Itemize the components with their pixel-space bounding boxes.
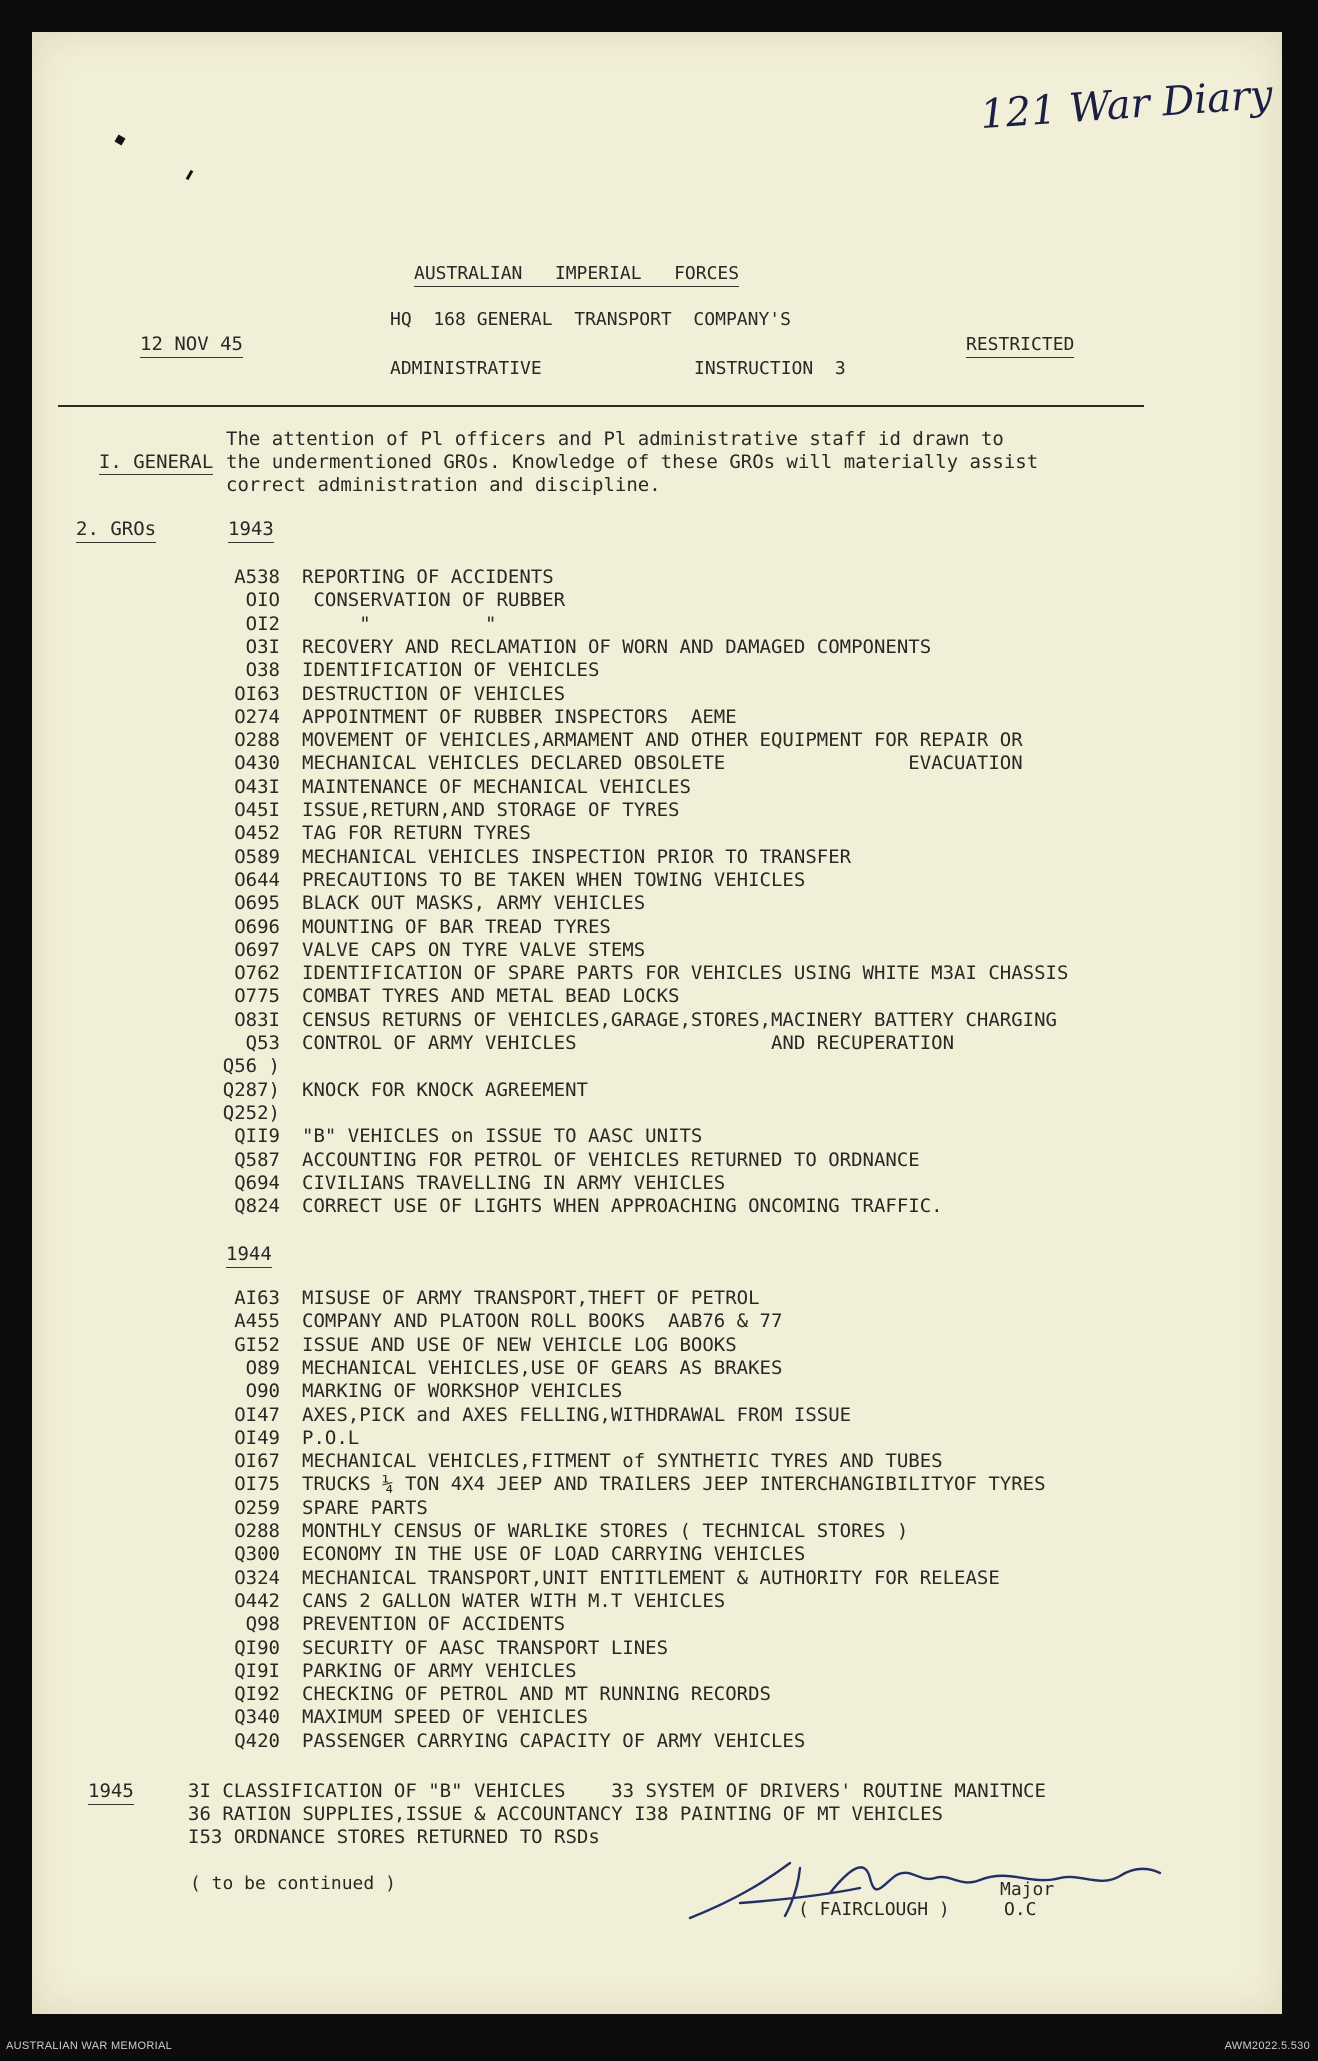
gro-description: P.O.L	[302, 1426, 360, 1449]
gro-description: MOVEMENT OF VEHICLES,ARMAMENT AND OTHER EQUIPMENT FOR REPAIR OR	[302, 729, 1023, 752]
gro-description: ECONOMY IN THE USE OF LOAD CARRYING VEHICLES	[302, 1543, 806, 1566]
signatory-title: O.C	[1004, 1899, 1037, 1920]
footer-reference: AWM2022.5.530	[1224, 2040, 1310, 2052]
gro-code: Q824	[234, 1195, 280, 1218]
gro-description: COMPANY AND PLATOON ROLL BOOKS AAB76 & 77	[302, 1310, 783, 1333]
gro-description: REPORTING OF ACCIDENTS	[302, 566, 554, 588]
gro-code: Q98	[245, 1613, 280, 1636]
year-heading-1945: 1945	[88, 1780, 134, 1805]
section-general-label	[76, 428, 213, 474]
gro-code: OIO	[245, 589, 280, 612]
gro-description: MECHANICAL VEHICLES INSPECTION PRIOR TO TRANSFER	[302, 845, 852, 868]
gro-description: CENSUS RETURNS OF VEHICLES,GARAGE,STORES,MACINERY BATTERY CHARGING	[302, 1008, 1057, 1031]
gro-description: ACCOUNTING FOR PETROL OF VEHICLES RETURNED TO ORDNANCE	[302, 1148, 920, 1171]
gro-code: O442	[234, 1589, 280, 1612]
gro-code: O90	[245, 1380, 280, 1403]
gro-description: CONSERVATION OF RUBBER	[302, 589, 566, 612]
to-be-continued: ( to be continued )	[190, 1873, 396, 1894]
gro-description: PASSENGER CARRYING CAPACITY OF ARMY VEHICLES	[302, 1729, 806, 1752]
gro-code: AI63	[234, 1287, 280, 1309]
header-divider	[58, 405, 1144, 407]
gro-code: O452	[234, 822, 280, 845]
gro-code: OI49	[234, 1426, 280, 1449]
gro-code: O775	[234, 985, 280, 1008]
year-heading-1943: 1943	[228, 518, 274, 543]
gro-description: APPOINTMENT OF RUBBER INSPECTORS AEME	[302, 705, 737, 728]
gro-description: DESTRUCTION OF VEHICLES	[302, 682, 566, 705]
gro-code: O83I	[234, 1008, 280, 1031]
gro-code: OI2	[245, 612, 280, 635]
gro-code: O695	[234, 892, 280, 915]
gro-description: TRUCKS ¼ TON 4X4 JEEP AND TRAILERS JEEP INTERCHANGIBILITYOF TYRES	[302, 1473, 1046, 1496]
gro-description: PREVENTION OF ACCIDENTS	[302, 1613, 566, 1636]
gro-description: PRECAUTIONS TO BE TAKEN WHEN TOWING VEHICLES	[302, 868, 806, 891]
gro-code: O324	[234, 1566, 280, 1589]
gro-code: O274	[234, 705, 280, 728]
header-title: AUSTRALIAN IMPERIAL FORCES	[414, 262, 739, 287]
gro-code: Q300	[234, 1543, 280, 1566]
gro-code: O259	[234, 1496, 280, 1519]
gro-description: CONTROL OF ARMY VEHICLES AND RECUPERATION	[302, 1032, 955, 1054]
gro-description: "B" VEHICLES on ISSUE TO AASC UNITS	[302, 1125, 703, 1148]
gro-description: MAXIMUM SPEED OF VEHICLES	[302, 1706, 588, 1729]
gro-description: MARKING OF WORKSHOP VEHICLES	[302, 1380, 623, 1403]
gro-description: CORRECT USE OF LIGHTS WHEN APPROACHING ONCOMING TRAFFIC.	[302, 1195, 943, 1218]
classification-label: RESTRICTED	[966, 333, 1074, 358]
gro-code: O288	[234, 1520, 280, 1542]
gro-description: MECHANICAL VEHICLES,FITMENT of SYNTHETIC TYRES AND TUBES	[302, 1450, 943, 1473]
gro-code: O45I	[234, 799, 280, 821]
gro-code: Q53	[245, 1032, 280, 1054]
gro-description: ISSUE AND USE OF NEW VEHICLE LOG BOOKS	[302, 1333, 737, 1356]
header-instruction: INSTRUCTION 3	[694, 358, 846, 379]
gro-code: O589	[234, 845, 280, 868]
gro-description: SECURITY OF AASC TRANSPORT LINES	[302, 1636, 669, 1659]
gro-description: MISUSE OF ARMY TRANSPORT,THEFT OF PETROL	[302, 1287, 760, 1309]
gro-code: O288	[234, 729, 280, 752]
general-line: the undermentioned GROs. Knowledge of these GROs will materially assist	[226, 451, 1039, 473]
gro-description: COMBAT TYRES AND METAL BEAD LOCKS	[302, 985, 680, 1008]
gro-code: A455	[234, 1310, 280, 1333]
gro-code: O3I	[245, 635, 280, 658]
gro-code: QI90	[234, 1636, 280, 1659]
gro-description: PARKING OF ARMY VEHICLES	[302, 1659, 577, 1682]
gro-description: TAG FOR RETURN TYRES	[302, 822, 531, 845]
gro-description: IDENTIFICATION OF SPARE PARTS FOR VEHICLES USING WHITE M3AI CHASSIS	[302, 962, 1069, 985]
gro-code: Q56 )	[222, 1055, 280, 1078]
gro-code: QI9I	[234, 1659, 280, 1682]
gro-code: Q694	[234, 1171, 280, 1194]
gro-1945-line: 3I CLASSIFICATION OF "B" VEHICLES 33 SYSTEM OF DRIVERS' ROUTINE MANITNCE	[188, 1780, 1046, 1802]
handwritten-annotation: 121 War Diary	[978, 71, 1275, 139]
signatory-name: ( FAIRCLOUGH )	[798, 1899, 950, 1920]
gro-1945-line: 36 RATION SUPPLIES,ISSUE & ACCOUNTANCY I38 PAINTING OF MT VEHICLES	[188, 1803, 943, 1825]
footer-source: AUSTRALIAN WAR MEMORIAL	[6, 2040, 173, 2052]
gro-code: O644	[234, 868, 280, 891]
section-general-text: I. GENERAL	[98, 451, 214, 473]
gro-1945-line: I53 ORDNANCE STORES RETURNED TO RSDs	[188, 1826, 600, 1848]
gro-code: O697	[234, 938, 280, 961]
gro-code: O696	[234, 915, 280, 938]
gro-code: QI92	[234, 1683, 280, 1706]
header-admin: ADMINISTRATIVE	[390, 358, 542, 379]
header-unit: HQ 168 GENERAL TRANSPORT COMPANY'S	[390, 309, 791, 330]
general-line: The attention of Pl officers and Pl administrative staff id drawn to	[226, 428, 1004, 450]
gro-description: BLACK OUT MASKS, ARMY VEHICLES	[302, 892, 646, 915]
gro-description: CHECKING OF PETROL AND MT RUNNING RECORDS	[302, 1683, 771, 1706]
signatory-rank: Major	[1000, 1879, 1055, 1900]
gro-description: AXES,PICK and AXES FELLING,WITHDRAWAL FROM ISSUE	[302, 1403, 852, 1426]
gro-description: MECHANICAL TRANSPORT,UNIT ENTITLEMENT & AUTHORITY FOR RELEASE	[302, 1566, 1000, 1589]
gro-code: OI63	[234, 682, 280, 705]
gro-code: O43I	[234, 775, 280, 798]
gro-code: QII9	[234, 1125, 280, 1148]
gro-description: MAINTENANCE OF MECHANICAL VEHICLES	[302, 775, 691, 798]
gro-code: O38	[245, 659, 280, 682]
year-heading-1944: 1944	[226, 1243, 272, 1268]
gro-description: KNOCK FOR KNOCK AGREEMENT	[302, 1078, 588, 1101]
gro-code: GI52	[234, 1333, 280, 1356]
section-gros-label: 2. GROs	[76, 518, 156, 543]
gro-description: VALVE CAPS ON TYRE VALVE STEMS	[302, 938, 646, 961]
gro-description: IDENTIFICATION OF VEHICLES	[302, 659, 600, 682]
gro-description: SPARE PARTS	[302, 1496, 428, 1519]
gro-code: O89	[245, 1356, 280, 1379]
gro-code: OI47	[234, 1403, 280, 1426]
general-line: correct administration and discipline.	[226, 474, 661, 496]
gro-code: Q340	[234, 1706, 280, 1729]
gro-description: " "	[302, 612, 497, 635]
gro-description: CANS 2 GALLON WATER WITH M.T VEHICLES	[302, 1589, 726, 1612]
gro-code: Q252)	[222, 1101, 280, 1124]
gro-code: Q287)	[222, 1078, 280, 1101]
gro-description: MONTHLY CENSUS OF WARLIKE STORES ( TECHNICAL STORES )	[302, 1520, 909, 1542]
gro-code: OI67	[234, 1450, 280, 1473]
gro-description: MECHANICAL VEHICLES DECLARED OBSOLETE EVACUATION	[302, 752, 1023, 775]
document-date: 12 NOV 45	[140, 333, 243, 358]
gro-code: Q420	[234, 1729, 280, 1752]
gro-description: MOUNTING OF BAR TREAD TYRES	[302, 915, 611, 938]
gro-code: OI75	[234, 1473, 280, 1496]
gro-code: A538	[234, 566, 280, 588]
gro-description: RECOVERY AND RECLAMATION OF WORN AND DAMAGED COMPONENTS	[302, 635, 932, 658]
gro-code: Q587	[234, 1148, 280, 1171]
gro-description: CIVILIANS TRAVELLING IN ARMY VEHICLES	[302, 1171, 726, 1194]
gro-code: O762	[234, 962, 280, 985]
gro-description: MECHANICAL VEHICLES,USE OF GEARS AS BRAKES	[302, 1356, 783, 1379]
gro-code: O430	[234, 752, 280, 775]
gro-description: ISSUE,RETURN,AND STORAGE OF TYRES	[302, 799, 680, 821]
